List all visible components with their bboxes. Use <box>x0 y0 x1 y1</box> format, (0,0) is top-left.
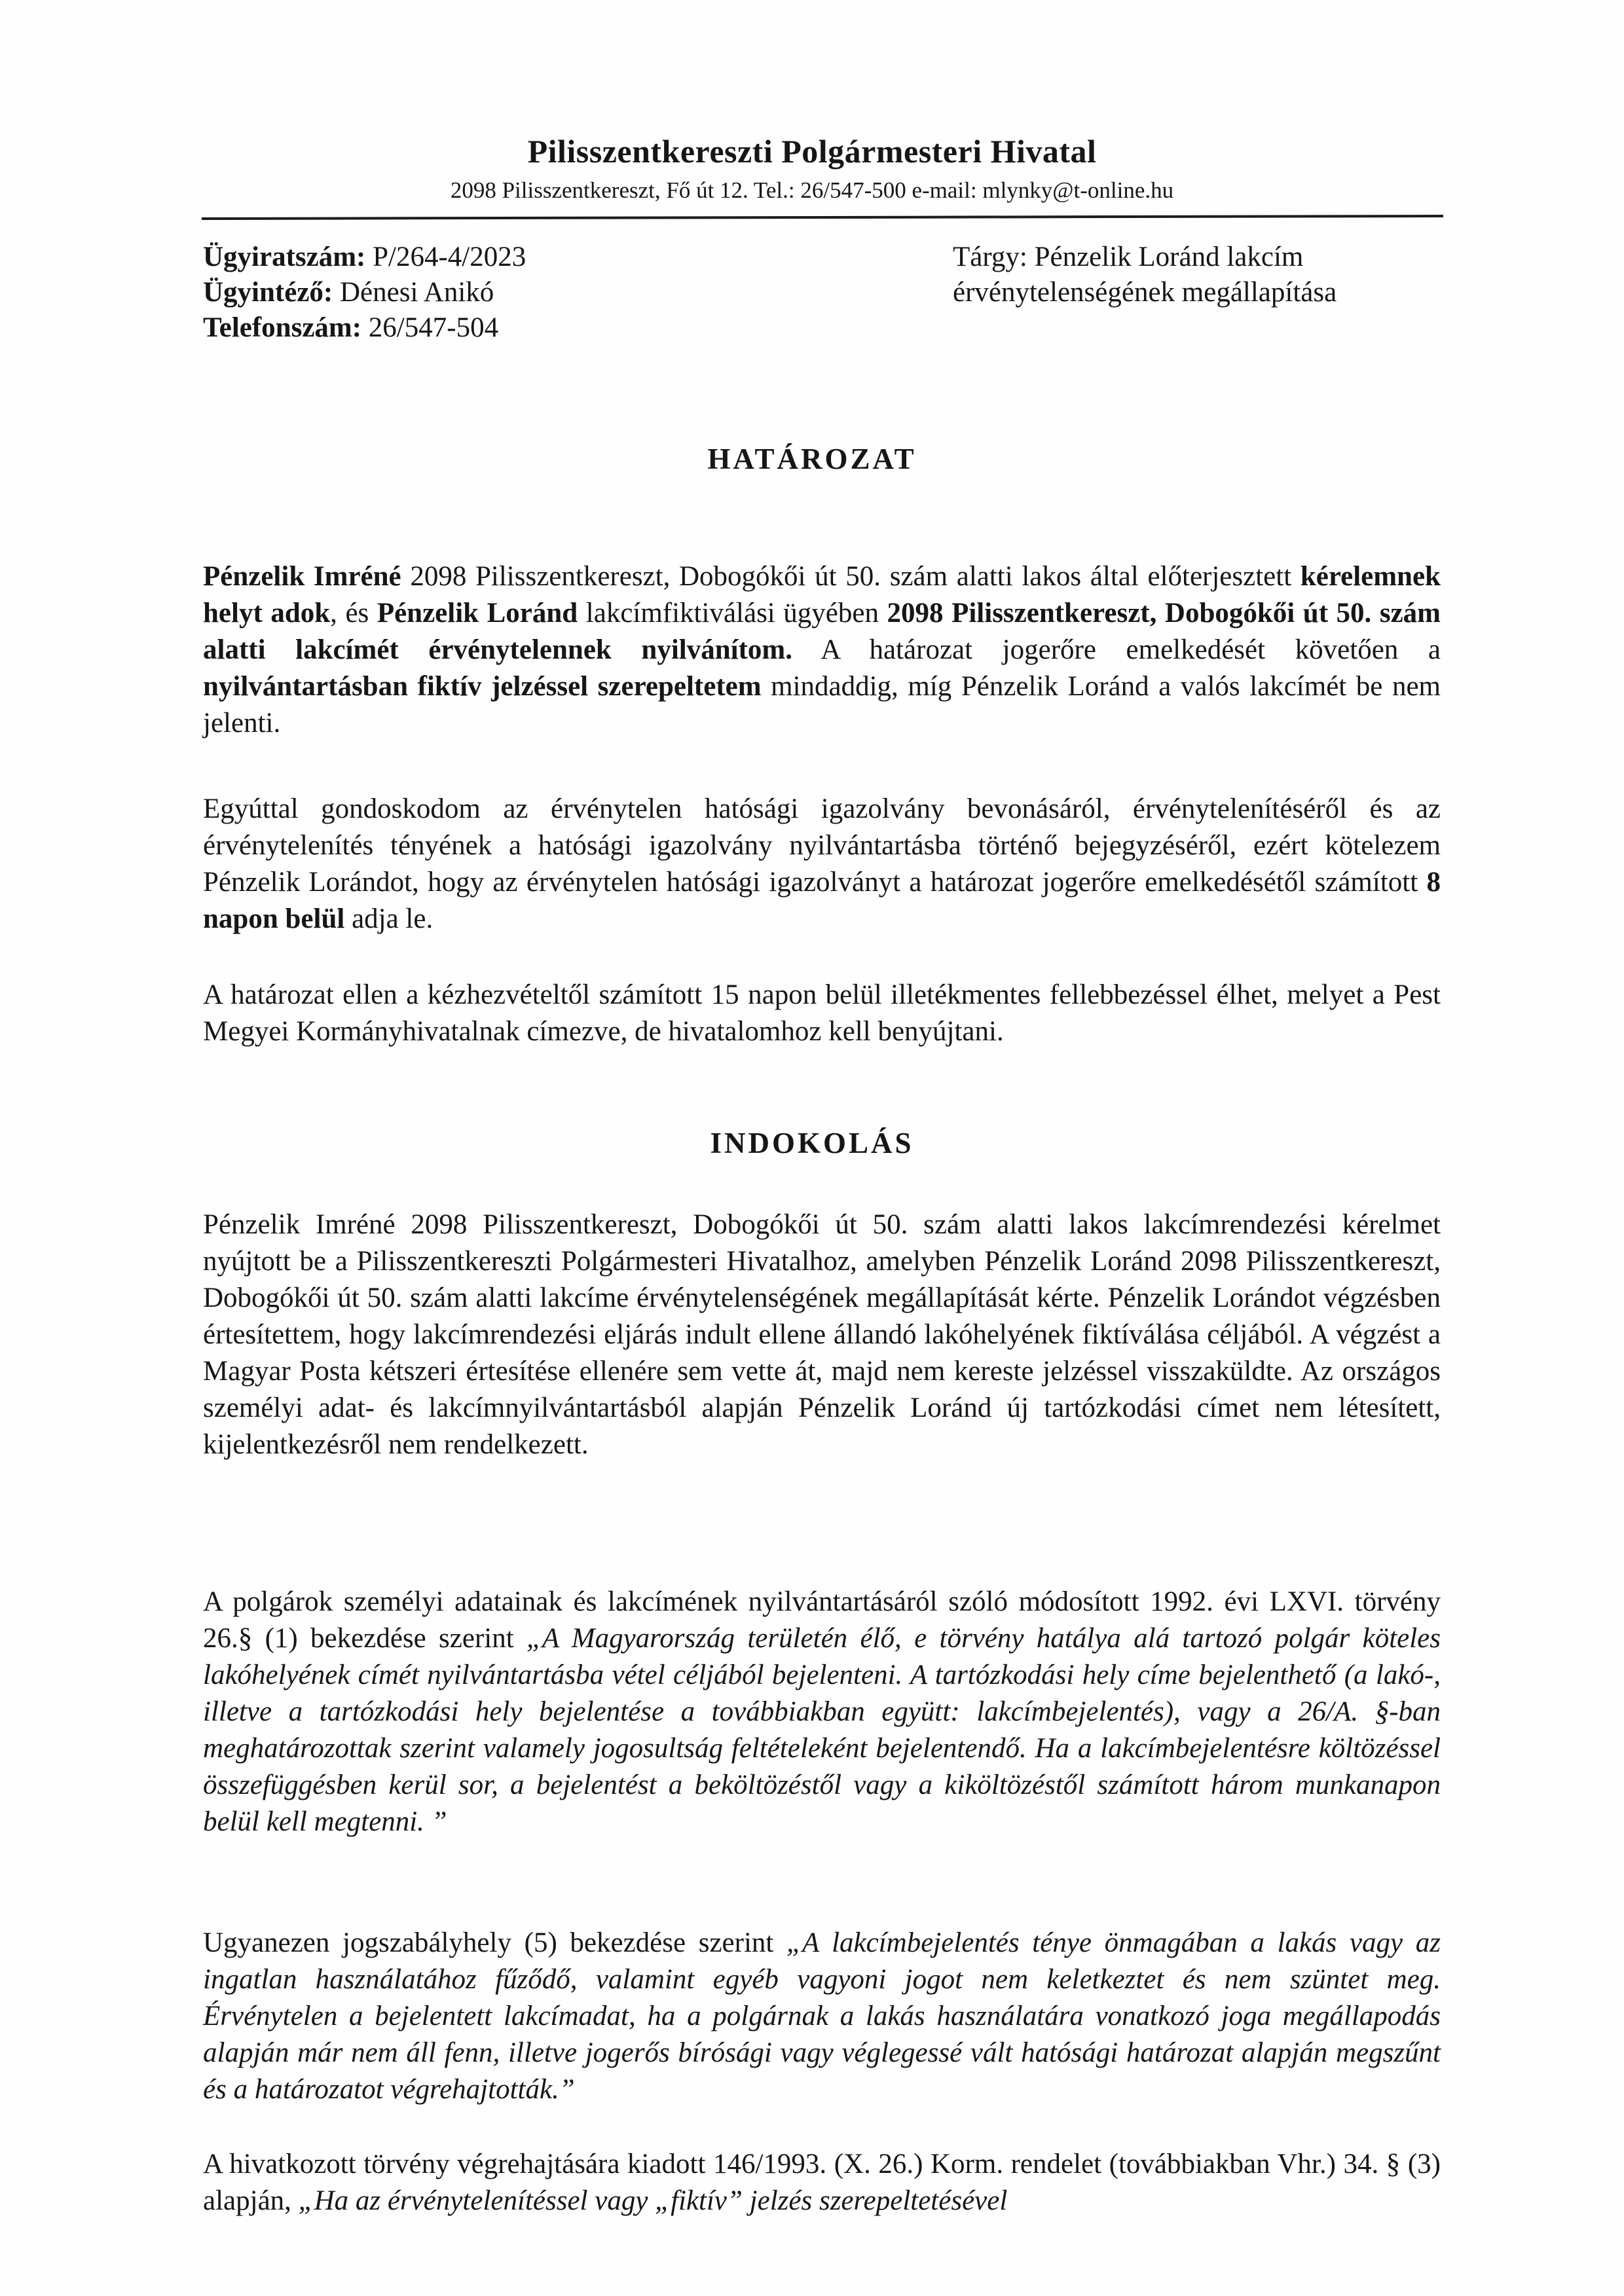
paragraph <box>203 791 1441 938</box>
paragraph <box>203 558 1441 742</box>
text-run: Ugyanezen jogszabályhely (5) bekezdése szerint <box>203 1927 787 1958</box>
meta-line <box>203 310 526 346</box>
meta-line <box>203 240 526 275</box>
paragraph <box>203 1584 1441 1840</box>
text-run: Egyúttal gondoskodom az érvénytelen hatósági igazolvány bevonásáról, érvénytelenítéséről és az érvénytelenítés tényének a hatósági igazolvány nyilvántartásba történő bejegyzéséről, ezért kötelezem Pénzelik Lorándot, hogy az érvénytelen hatósági igazolványt a határozat jogerőre emelkedésétől számított <box>203 793 1441 898</box>
text-run: mindaddig, míg Pénzelik Loránd a valós lakcímét be nem jelenti. <box>203 671 1441 738</box>
office-title: Pilisszentkereszti Polgármesteri Hivatal <box>527 133 1097 170</box>
subject-value-1: Pénzelik Loránd lakcím <box>1034 242 1304 272</box>
case-meta-left <box>203 240 526 346</box>
text-run: A határozat ellen a kézhezvételtől számított 15 napon belül illetékmentes fellebbezéssel élhet, melyet a Pest Megyei Kormányhivatalnak címezve, de hivatalomhoz kell benyújtani. <box>203 979 1441 1047</box>
meta-value: Dénesi Anikó <box>333 277 494 308</box>
meta-value: 26/547-504 <box>361 312 499 343</box>
text-run: Pénzelik Loránd <box>377 598 586 629</box>
subject-label: Tárgy: <box>953 242 1027 272</box>
text-run: „Ha az érvénytelenítéssel vagy „fiktív” jelzés szerepeltetésével <box>298 2185 1008 2216</box>
text-run: Pénzelik Imréné <box>203 561 411 592</box>
paragraph <box>203 1207 1441 1463</box>
subject-line-2: érvénytelenségének megállapítása <box>953 277 1337 308</box>
text-run: „A Magyarország területén élő, e törvény hatálya alá tartozó polgár köteles lakóhelyének címét nyilvántartásba vétel céljából bejelenteni. A tartózkodási hely címe bejelenthető (a lakó-, illetve a tartózkodási hely bejelentése a továbbiakban együtt: lakcímbejelentés), vagy a 26/A. §-ban meghatározottak szerint valamely jogosultság feltételeként bejelentendő. Ha a lakcímbejelentésre költözéssel összefüggésben kerül sor, a bejelentést a beköltözéstől vagy a kiköltözéstől számított három munkanapon belül kell megtenni. ” <box>203 1623 1441 1837</box>
meta-value: P/264-4/2023 <box>365 242 526 272</box>
office-contact-line: 2098 Pilisszentkereszt, Fő út 12. Tel.: 26/547-500 e-mail: mlynky@t-online.hu <box>450 177 1174 203</box>
text-run: 2098 Pilisszentkereszt, Dobogókői út 50. szám alatti lakos által előterjesztett <box>410 561 1301 592</box>
paragraph <box>203 977 1441 1050</box>
meta-label: Telefonszám: <box>203 312 362 343</box>
text-run: „A lakcímbejelentés ténye önmagában a lakás vagy az ingatlan használatához fűződő, valamint egyéb vagyoni jogot nem keletkeztet és nem szüntet meg. Érvénytelen a bejelentett lakcímadat, ha a polgárnak a lakás használatára vonatkozó joga megállapodás alapján már nem áll fenn, illetve jogerős bírósági vagy véglegessé vált hatósági határozat alapján megszűnt és a határozatot végrehajtották.” <box>203 1927 1441 2105</box>
text-run: A hivatkozott törvény végrehajtására kiadott 146/1993. (X. 26.) Korm. rendelet (továbbiakban Vhr.) 34. § (3) alapján, <box>203 2149 1441 2216</box>
subject-line-1 <box>953 240 1450 275</box>
text-run: kérelemnek helyt adok <box>203 561 1441 629</box>
section-heading: INDOKOLÁS <box>710 1127 914 1159</box>
text-run: Pénzelik Imréné 2098 Pilisszentkereszt, Dobogókői út 50. szám alatti lakos lakcímrendezési kérelmet nyújtott be a Pilisszentkereszti Polgármesteri Hivatalhoz, amelyben Pénzelik Loránd 2098 Pilisszentkereszt, Dobogókői út 50. szám alatti lakcíme érvénytelenségének megállapítását kérte. Pénzelik Lorándot végzésben értesítettem, hogy lakcímrendezési eljárás indult ellene állandó lakóhelyének fiktíválása céljából. A végzést a Magyar Posta kétszeri értesítése ellenére sem vette át, majd nem kereste jelzéssel visszaküldte. Az országos személyi adat- és lakcímnyilvántartásból alapján Pénzelik Loránd új tartózkodási címet nem létesített, kijelentkezésről nem rendelkezett. <box>203 1209 1441 1460</box>
text-run: 2098 Pilisszentkereszt, Dobogókői út 50. szám alatti lakcímét érvénytelennek nyilvánítom. <box>203 598 1441 665</box>
meta-label: Ügyiratszám: <box>203 242 366 272</box>
text-run: lakcímfiktiválási ügyében <box>585 598 887 629</box>
meta-line <box>203 275 526 310</box>
meta-label: Ügyintéző: <box>203 277 333 308</box>
section-heading: HATÁROZAT <box>707 443 917 475</box>
text-run: A polgárok személyi adatainak és lakcímének nyilvántartásáról szóló módosított 1992. évi LXVI. törvény 26.§ (1) bekezdése szerint <box>203 1586 1441 1654</box>
text-run: , és <box>330 598 377 629</box>
case-meta-right <box>953 240 1450 310</box>
header-divider <box>202 215 1443 220</box>
text-run: adja le. <box>344 903 434 934</box>
text-run: A határozat jogerőre emelkedését követően a <box>792 634 1441 665</box>
paragraph <box>203 2146 1441 2219</box>
paragraph <box>203 1925 1441 2108</box>
text-run: nyilvántartásban fiktív jelzéssel szerepeltetem <box>203 671 762 702</box>
text-run: 8 napon belül <box>203 867 1441 934</box>
